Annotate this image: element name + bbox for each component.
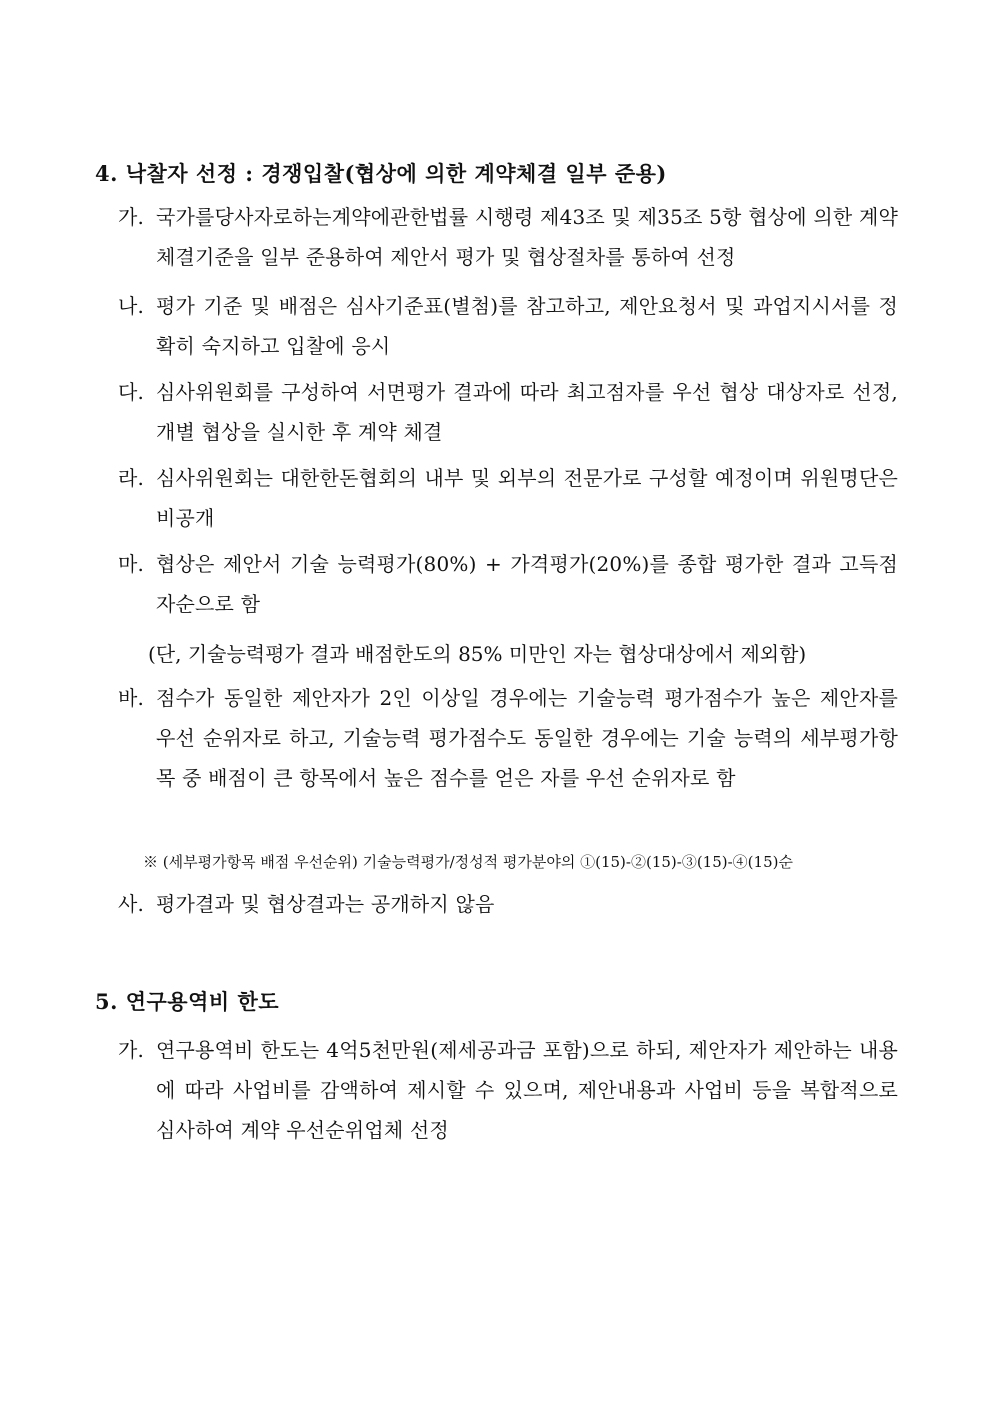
item-marker: 나. (118, 294, 145, 318)
item-text: 협상은 제안서 기술 능력평가(80%) + 가격평가(20%)를 종합 평가한 결과 고득점자순으로 함 (156, 552, 898, 616)
item-text: 평가 기준 및 배점은 심사기준표(별첨)를 참고하고, 제안요청서 및 과업지시서를 정확히 숙지하고 입찰에 응시 (156, 294, 898, 358)
item-text: 평가결과 및 협상결과는 공개하지 않음 (156, 892, 495, 916)
item-marker: 가. (118, 1038, 145, 1062)
section-4-item-ma (118, 544, 898, 624)
item-marker: 사. (118, 892, 145, 916)
section-4-heading: 4. 낙찰자 선정 : 경쟁입찰(협상에 의한 계약체결 일부 준용) (95, 161, 667, 186)
section-4-note-ba: ※ (세부평가항목 배점 우선순위) 기술능력평가/정성적 평가분야의 ①(15)-②(15)-③(15)-④(15)순 (143, 853, 793, 871)
item-marker: 바. (118, 686, 145, 710)
item-marker: 마. (118, 552, 145, 576)
section-4-item-ra (118, 458, 898, 538)
item-marker: 다. (118, 380, 145, 404)
section-4-item-ga (118, 197, 898, 277)
item-marker: 가. (118, 205, 145, 229)
item-text: 연구용역비 한도는 4억5천만원(제세공과금 포함)으로 하되, 제안자가 제안하는 내용에 따라 사업비를 감액하여 제시할 수 있으며, 제안내용과 사업비 등을 복합적으로 심사하여 계약 우선순위업체 선정 (156, 1038, 898, 1142)
section-4-note-ma: (단, 기술능력평가 결과 배점한도의 85% 미만인 자는 협상대상에서 제외함) (148, 642, 807, 666)
section-4-item-sa (118, 884, 898, 924)
item-text: 심사위원회는 대한한돈협회의 내부 및 외부의 전문가로 구성할 예정이며 위원명단은 비공개 (156, 466, 898, 530)
section-4-item-na (118, 286, 898, 366)
item-text: 심사위원회를 구성하여 서면평가 결과에 따라 최고점자를 우선 협상 대상자로 선정, 개별 협상을 실시한 후 계약 체결 (156, 380, 898, 444)
section-5-heading: 5. 연구용역비 한도 (95, 989, 280, 1014)
item-marker: 라. (118, 466, 145, 490)
item-text: 국가를당사자로하는계약에관한법률 시행령 제43조 및 제35조 5항 협상에 의한 계약체결기준을 일부 준용하여 제안서 평가 및 협상절차를 통하여 선정 (156, 205, 898, 269)
section-5-item-ga (118, 1030, 898, 1150)
item-text: 점수가 동일한 제안자가 2인 이상일 경우에는 기술능력 평가점수가 높은 제안자를 우선 순위자로 하고, 기술능력 평가점수도 동일한 경우에는 기술 능력의 세부평가항목 중 배점이 큰 항목에서 높은 점수를 얻은 자를 우선 순위자로 함 (156, 686, 898, 790)
section-4-item-da (118, 372, 898, 452)
section-4-item-ba (118, 678, 898, 798)
